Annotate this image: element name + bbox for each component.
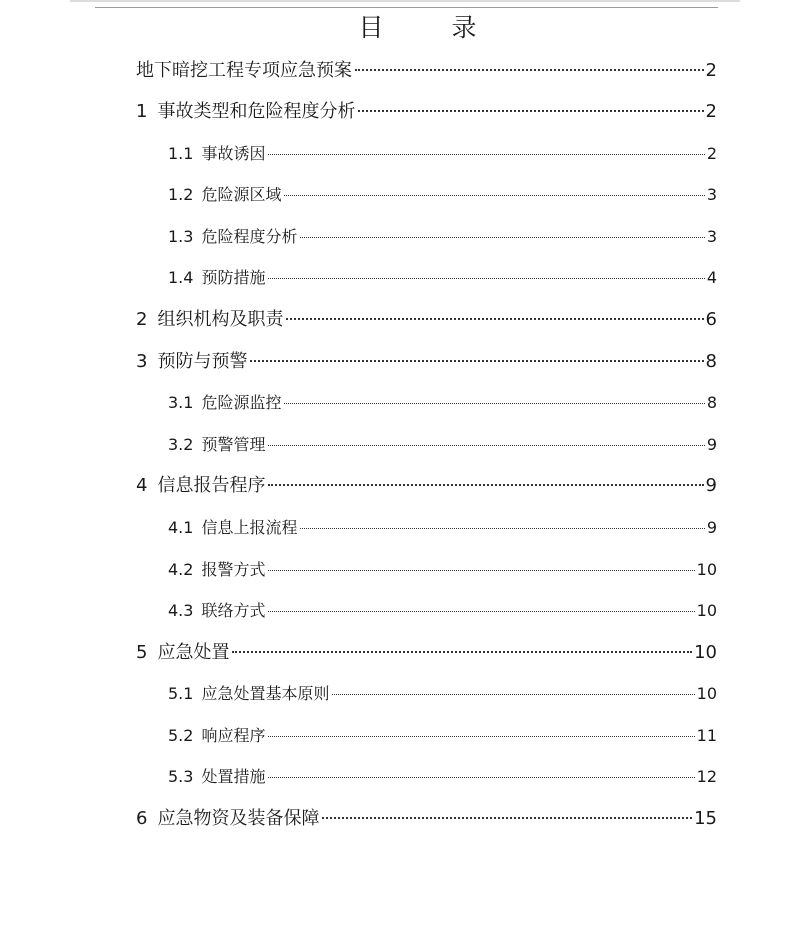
toc-entry[interactable] [168,722,717,750]
toc-entry-text: 应急处置基本原则 [201,684,330,703]
toc-entry[interactable] [136,805,717,833]
toc-entry-text: 危险源监控 [201,393,282,412]
toc-leader-dots [284,195,704,196]
toc-leader-dots [355,69,704,71]
toc-entry-text: 危险源区域 [201,185,282,204]
toc-entry[interactable] [136,472,717,500]
toc-entry-number: 5.2 [168,726,194,745]
toc-entry-text: 地下暗挖工程专项应急预案 [136,60,352,81]
toc-entry-number: 4.2 [168,560,194,579]
toc-entry-text: 处置措施 [201,767,266,786]
toc-entry[interactable] [168,680,717,708]
toc-entry-number: 1.2 [168,185,194,204]
toc-entry[interactable] [136,306,717,334]
toc-entry[interactable] [136,639,717,667]
toc-leader-dots [268,445,704,446]
toc-entry-number: 5.3 [168,767,194,786]
toc-leader-dots [268,736,694,737]
toc-leader-dots [232,651,692,653]
toc-leader-dots [358,110,703,112]
toc-leader-dots [268,611,694,612]
toc-entry-page: 11 [696,726,717,745]
toc-entry-text: 应急处置 [157,642,230,663]
toc-entry-page: 9 [706,518,717,537]
toc-entry[interactable] [168,597,717,625]
toc-entry-page: 2 [706,144,717,163]
toc-entry[interactable] [168,140,717,168]
toc-leader-dots [284,403,704,404]
header-rule [95,7,718,8]
toc-entry-text: 事故类型和危险程度分析 [157,101,356,122]
toc-entry-page: 8 [705,351,717,372]
toc-entry-text: 危险程度分析 [201,227,298,246]
toc-entry-number: 1 [136,101,148,122]
toc-entry[interactable] [168,181,717,209]
toc-leader-dots [268,570,694,571]
toc-entry-page: 10 [696,684,717,703]
toc-entry-page: 8 [706,393,717,412]
toc-entry-number: 4.1 [168,518,194,537]
toc-entry-page: 4 [706,268,717,287]
toc-entry[interactable] [168,763,717,791]
toc-leader-dots [268,777,694,778]
toc-entry[interactable] [136,98,717,126]
toc-entry-page: 10 [696,601,717,620]
toc-entry-number: 4.3 [168,601,194,620]
toc-entry-text: 响应程序 [201,726,266,745]
toc-leader-dots [268,154,704,155]
toc-entry-page: 12 [696,767,717,786]
toc-entry-number: 3 [136,351,148,372]
toc-entry-number: 2 [136,309,148,330]
toc-entry-text: 联络方式 [201,601,266,620]
toc-title: 目 录 [358,13,507,42]
toc-entry[interactable] [168,514,717,542]
toc-entry-page: 10 [694,642,717,663]
toc-entry-text: 信息报告程序 [157,475,266,496]
toc-entry-number: 3.1 [168,393,194,412]
toc-entry-number: 5.1 [168,684,194,703]
toc-entry[interactable] [168,556,717,584]
toc-entry-text: 预防与预警 [157,351,248,372]
toc-entry[interactable] [136,57,717,85]
toc-entry-page: 2 [705,60,717,81]
toc-entry-text: 组织机构及职责 [157,309,284,330]
toc-entry-number: 6 [136,808,148,829]
toc-entry-number: 3.2 [168,435,194,454]
toc-leader-dots [300,528,704,529]
toc-leader-dots [250,360,703,362]
toc-entry-page: 2 [705,101,717,122]
toc-entry-text: 预警管理 [201,435,266,454]
toc-entry-number: 1.4 [168,268,194,287]
toc-leader-dots [286,318,703,320]
toc-entry-page: 3 [706,185,717,204]
toc-entry-text: 预防措施 [201,268,266,287]
toc-entry-page: 10 [696,560,717,579]
toc-entry-text: 应急物资及装备保障 [157,808,320,829]
toc-entry-page: 9 [706,435,717,454]
toc-entry-number: 1.1 [168,144,194,163]
toc-entry[interactable] [136,348,717,376]
toc-leader-dots [268,278,704,279]
toc-leader-dots [268,484,703,486]
page-top-edge [70,0,740,2]
toc-entry-page: 9 [705,475,717,496]
toc-entry-page: 6 [705,309,717,330]
toc-entry-text: 信息上报流程 [201,518,298,537]
toc-entry-number: 1.3 [168,227,194,246]
toc-entry-page: 15 [694,808,717,829]
toc-entry[interactable] [168,431,717,459]
toc-entry[interactable] [168,389,717,417]
toc-entry-page: 3 [706,227,717,246]
toc-entry-text: 事故诱因 [201,144,266,163]
toc-entry-text: 报警方式 [201,560,266,579]
toc-leader-dots [332,694,694,695]
toc-leader-dots [300,237,704,238]
toc-entry[interactable] [168,223,717,251]
toc-entry-number: 4 [136,475,148,496]
toc-leader-dots [322,817,692,819]
toc-entry-number: 5 [136,642,148,663]
toc-entry[interactable] [168,264,717,292]
